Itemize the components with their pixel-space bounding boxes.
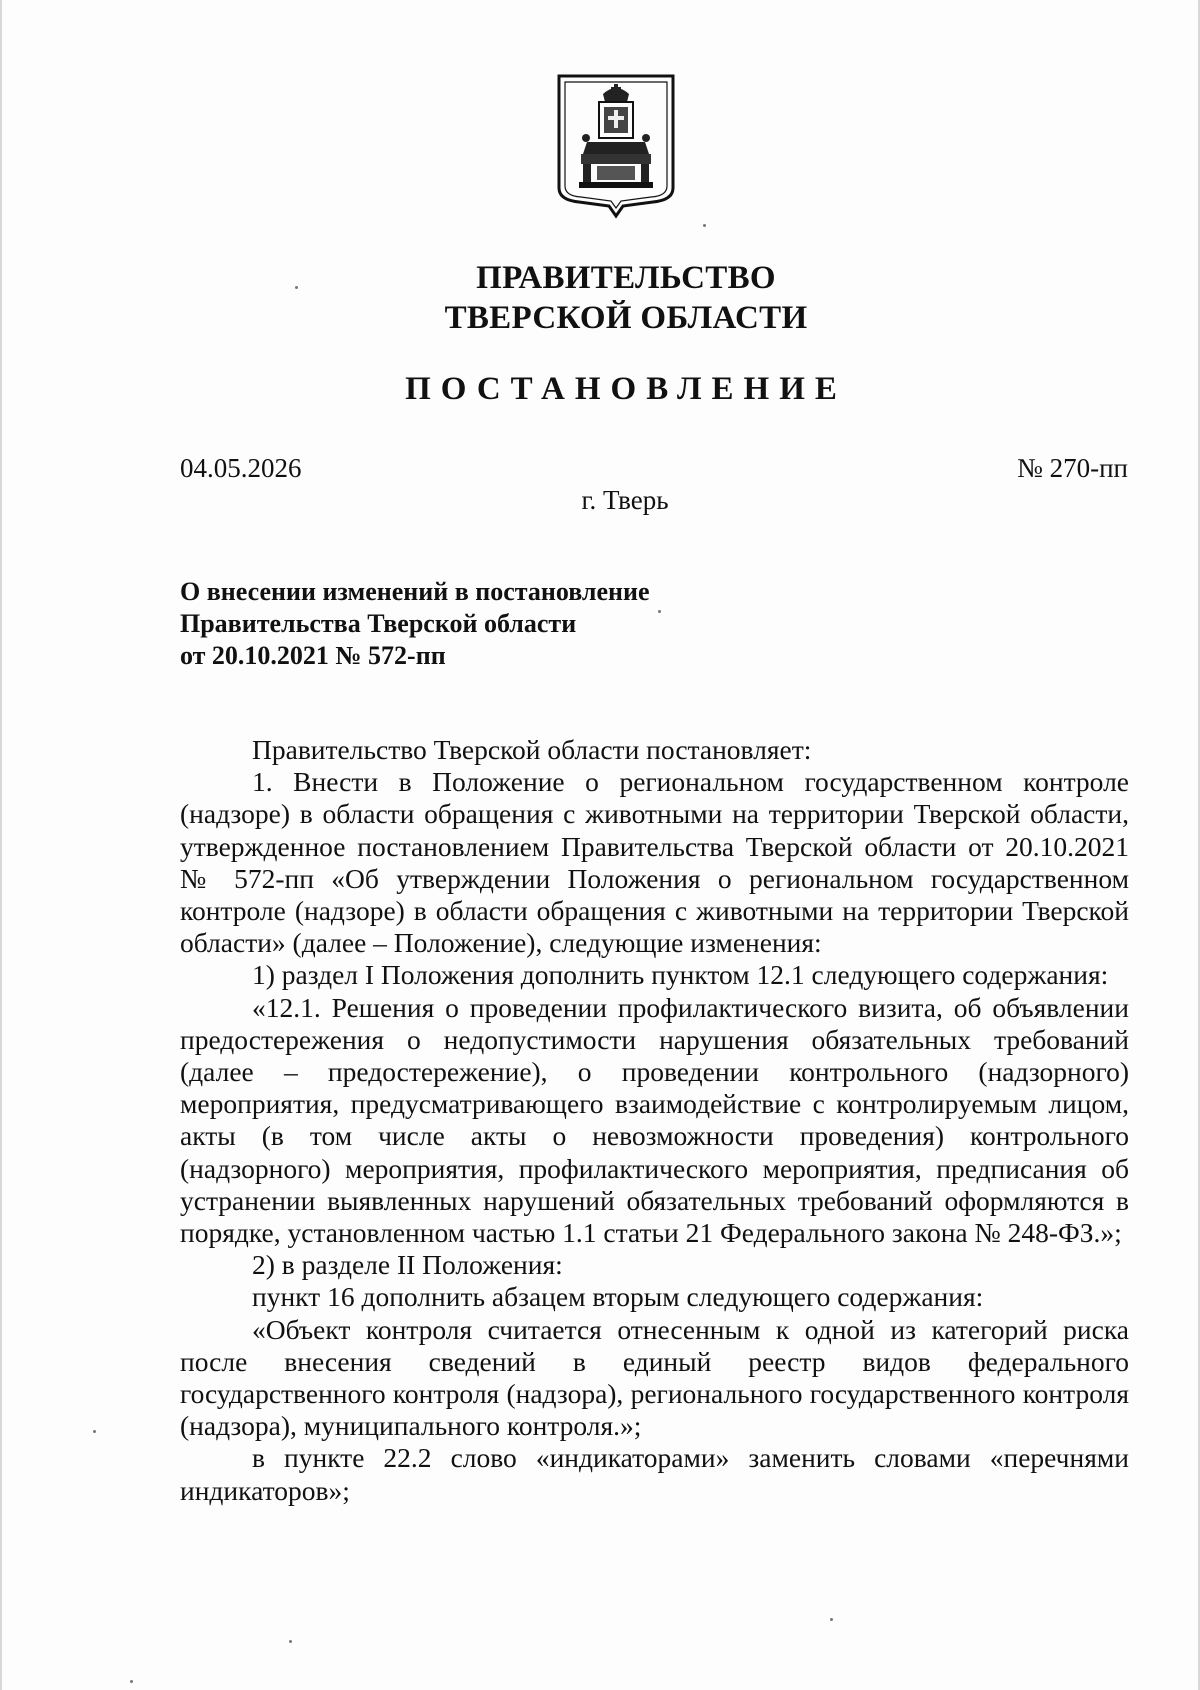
body-paragraph-point22-2: в пункте 22.2 слово «индикаторами» заменить словами «перечнями индикаторов»; — [180, 1442, 1129, 1506]
body-paragraph-item1-1: 1) раздел I Положения дополнить пунктом 12.1 следующего содержания: — [252, 959, 1109, 991]
body-paragraph-item1-2: 2) в разделе II Положения: — [252, 1249, 563, 1281]
government-title-line1: ПРАВИТЕЛЬСТВО — [476, 260, 776, 296]
scan-speck — [830, 1618, 833, 1621]
scan-speck — [130, 1680, 133, 1683]
subject-line2: Правительства Тверской области — [180, 609, 577, 638]
scan-speck — [295, 286, 298, 289]
body-paragraph-quote-12-1: «12.1. Решения о проведении профилактического визита, об объявлении предостережения о недопустимости нарушения обязательных требований (далее – предостережение), о проведении контрольного (надзорного) мероприятия, предусматривающего взаимодействие с контролируемым лицом, акты (в том числе акты о невозможности проведения) контрольного (надзорного) мероприятия, профилактического мероприятия, предписания об устранении выявленных нарушений обязательных требований оформляются в порядке, установленном частью 1.1 статьи 21 Федерального закона № 248-ФЗ.»; — [180, 991, 1129, 1249]
document-date: 04.05.2026 — [180, 453, 302, 483]
government-title-line2: ТВЕРСКОЙ ОБЛАСТИ — [444, 300, 808, 336]
scan-speck — [703, 224, 706, 227]
document-city: г. Тверь — [581, 485, 669, 515]
subject-line3: от 20.10.2021 № 572-пп — [180, 641, 446, 670]
document-number: № 270-пп — [1017, 453, 1128, 483]
document-type: ПОСТАНОВЛЕНИЕ — [405, 371, 847, 407]
scan-speck — [658, 610, 661, 613]
body-paragraph-item1: 1. Внести в Положение о региональном государственном контроле (надзоре) в области обращения с животными на территории Тверской области, утвержденное постановлением Правительства Тверской области от 20.10.2021 № 572-пп «Об утверждении Положения о региональном государственном контроле (надзоре) в области обращения с животными на территории Тверской области» (далее – Положение), следующие изменения: — [180, 766, 1129, 959]
subject-line1: О внесении изменений в постановление — [180, 577, 650, 606]
document-subject — [180, 576, 650, 672]
body-paragraph-quote-risk: «Объект контроля считается отнесенным к одной из категорий риска после внесения сведений в единый реестр видов федерального государственного контроля (надзора), регионального государственного контроля (надзора), муниципального контроля.»; — [180, 1313, 1129, 1442]
document-body — [180, 734, 1129, 1507]
body-paragraph-point16: пункт 16 дополнить абзацем вторым следующего содержания: — [252, 1281, 984, 1313]
scan-speck — [289, 1640, 292, 1643]
scan-speck — [93, 1430, 96, 1433]
body-paragraph-preamble: Правительство Тверской области постановляет: — [252, 734, 812, 765]
coat-of-arms-emblem — [553, 72, 679, 224]
